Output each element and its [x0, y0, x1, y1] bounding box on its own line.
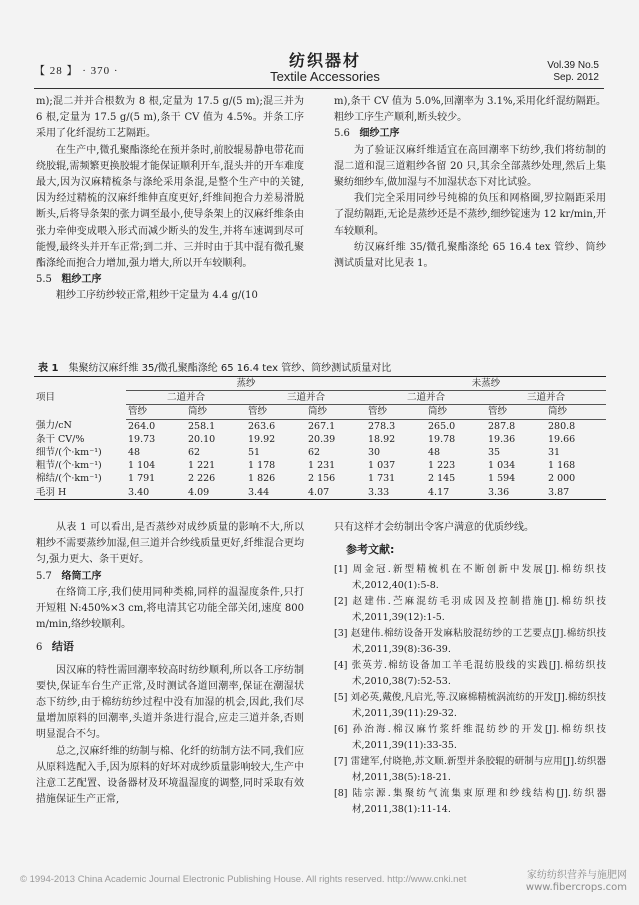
item-header: 项目 — [34, 377, 126, 420]
paragraph: 为了验证汉麻纤维适宜在高回潮率下纺纱,我们将纺制的混二道和混三道粗纱各留 20 只,其余全部蒸纱处理,然后上集聚纺细纱车,做加湿与不加湿状态下对比试验。 — [334, 144, 606, 189]
column-header: 管纱 — [366, 405, 426, 419]
group-unsteamed-header: 未蒸纱 — [366, 377, 606, 391]
reference-item: [4] 张英芳.棉纺设备加工羊毛混纺股线的实践[J].棉纺织技术,2010,38(7):52-53. — [334, 660, 606, 688]
header-rule — [34, 88, 604, 89]
reference-item: [7] 雷建军,付晓艳,苏文顺.新型并条胶辊的研制与应用[J].纺织器材,2011,38(5):18-21. — [334, 756, 606, 784]
subgroup-header: 二道并合 — [366, 391, 486, 405]
left-column-upper — [36, 94, 304, 305]
reference-item: [6] 孙治海.棉汉麻竹浆纤维混纺纱的开发[J].棉纺织技术,2011,39(11):33-35. — [334, 724, 606, 752]
subgroup-header: 三道并合 — [246, 391, 366, 405]
right-column-upper — [334, 94, 606, 272]
journal-title — [265, 48, 385, 84]
reference-item: [1] 周金冠.新型精梳机在不断创新中发展[J].棉纺织技术,2012,40(1):5-8. — [334, 564, 606, 592]
journal-title-cn: 纺织器材 — [288, 51, 361, 70]
issue-info — [547, 60, 599, 84]
section-heading-6: 6 结语 — [36, 640, 74, 654]
section-heading-5-6: 5.6 细纱工序 — [334, 128, 400, 140]
table-row: 强力/cN 264.0 258.1 263.6 267.1 278.3 265.0 287.8 280.8 — [36, 420, 576, 432]
table-row: 毛羽 H 3.40 4.09 3.44 4.07 3.33 4.17 3.36 3.87 — [34, 486, 606, 500]
paragraph: 只有这样才会纺制出令客户满意的优质纱线。 — [334, 522, 534, 533]
right-column-lower — [334, 520, 606, 818]
reference-item: [3] 赵建伟.棉纺设备开发麻粘胶混纺纱的工艺要点[J].棉纺织技术,2011,39(8):36-39. — [334, 628, 606, 656]
issue-date: Sep. 2012 — [553, 72, 599, 83]
paragraph: 粗纱工序纺纱较正常,粗纱干定量为 4.4 g/(10 — [56, 290, 258, 302]
paragraph: 在络筒工序,我们使用同种类棉,同样的温湿度条件,只打开短粗 N:450%×3 cm,将电清其它功能全部关闭,速度 800 m/min,络纱较顺利。 — [36, 586, 304, 631]
references-heading: 参考文献: — [346, 543, 395, 557]
table-row: 粗节/(个·km⁻¹) 1 104 1 221 1 178 1 231 1 037 1 223 1 034 1 168 — [36, 460, 576, 472]
reference-item: [5] 刘必英,戴俊,凡启光,等.汉麻棉精梳涡流纺的开发[J].棉纺织技术,2011,39(11):29-32. — [334, 692, 606, 720]
reference-item: [2] 赵建伟.苎麻混纺毛羽成因及控制措施[J].棉纺织技术,2011,39(12):1-5. — [334, 596, 606, 624]
section-heading-5-7: 5.7 络筒工序 — [36, 570, 102, 582]
watermark-url: www.fibercrops.com — [525, 882, 627, 893]
column-header: 筒纱 — [426, 405, 486, 419]
left-column-lower — [36, 520, 304, 808]
site-watermark — [526, 870, 627, 894]
group-steamed-header: 蒸纱 — [126, 377, 366, 391]
paragraph: 总之,汉麻纤维的纺制与棉、化纤的纺制方法不同,我们应从原料选配入手,因为原料的好坏对成纱质量影响较大,生产中注意工艺配置、设备器材及环境温湿度的调整,同时采取有效措施保证生产正常, — [36, 745, 304, 806]
paragraph: 我们完全采用同纱号纯棉的负压和网格圈,罗拉隔距采用了混纺隔距,无论是蒸纱还是不蒸纱,细纱锭速为 12 kr/min,开车较顺利。 — [334, 193, 606, 237]
column-header: 筒纱 — [546, 405, 606, 419]
table-row: 棉结/(个·km⁻¹) 1 791 2 226 1 826 2 156 1 731 2 145 1 594 2 000 — [36, 473, 576, 485]
quality-comparison-table — [34, 376, 606, 500]
paragraph: 纺汉麻纤维 35/微孔聚酯涤纶 65 16.4 tex 管纱、筒纱测试质量对比见表 1。 — [334, 241, 606, 270]
column-header: 管纱 — [486, 405, 546, 419]
paragraph: m);混二并并合根数为 8 根,定量为 17.5 g/(5 m);混三并为 6 根,定量为 17.5 g/(5 m),条干 CV 值为 4.5%。并条工序采用了化纤混纺工艺隔距。 — [36, 96, 304, 140]
column-header: 筒纱 — [186, 405, 246, 419]
subgroup-header: 二道并合 — [126, 391, 246, 405]
column-header: 筒纱 — [306, 405, 366, 419]
paragraph: 因汉麻的特性需回潮率较高时纺纱顺利,所以各工序纺制要快,保证车台生产正常,及时测试各道回潮率,保证在潮湿状态下纺纱,由于棉纺纺纱过程中没有加湿的机会,因此,我们尽量增加原料的回潮率,头道并条进行混合,应走三道并条,否则明显混合不匀。 — [36, 664, 304, 741]
table-row: 条干 CV/% 19.73 20.10 19.92 20.39 18.92 19.78 19.36 19.66 — [36, 433, 576, 445]
paragraph: 从表 1 可以看出,是否蒸纱对成纱质量的影响不大,所以粗纱不需要蒸纱加湿,但三道并合纱线质量更好,纤维混合更均匀,强力更大、条干更好。 — [36, 522, 304, 566]
column-header: 管纱 — [126, 405, 186, 419]
journal-title-en: Textile Accessories — [270, 69, 380, 84]
section-heading-5-5: 5.5 粗纱工序 — [36, 274, 102, 286]
column-header: 管纱 — [246, 405, 306, 419]
watermark-cn: 家纺纺织营养与施肥网 — [527, 870, 627, 881]
table-row: 细节/(个·km⁻¹) 48 62 51 62 30 48 35 31 — [36, 447, 561, 459]
paragraph: 在生产中,微孔聚酯涤纶在预并条时,前胶辊易静电带花而绕胶辊,需频繁更换胶辊才能保证顺利开车,混头并的开车难度最大,因为汉麻精梳条与涤纶采用条混,是整个生产中的关键,因为经过精梳的汉麻纤维伸直度更好,纤维间抱合力差易滑脱断头,后将导条架的张力调至最小,使导条架上的汉麻纤维条由张力牵伸变成喂入形式而减少断头的发生,并将车速调到尽可能慢,最终头并开车正常;到二并、三并时由于其中混有微孔聚酯涤纶而抱合力增加,强力增大,所以开车较顺利。 — [36, 144, 304, 270]
reference-item: [8] 陆宗源.集聚纺气流集束原理和纱线结构[J].纺织器材,2011,38(1):11-14. — [334, 788, 606, 816]
copyright-footer: © 1994-2013 China Academic Journal Electronic Publishing House. All rights reserved. http://www.cnki.net — [20, 874, 467, 885]
subgroup-header: 三道并合 — [486, 391, 606, 405]
table-caption: 表 1 集聚纺汉麻纤维 35/微孔聚酯涤纶 65 16.4 tex 管纱、筒纱测试质量对比 — [38, 363, 392, 374]
volume-number: Vol.39 No.5 — [547, 60, 599, 71]
page-number: 【 28 】 · 370 · — [34, 65, 119, 77]
paragraph: m),条干 CV 值为 5.0%,回潮率为 3.1%,采用化纤混纺隔距。粗纱工序生产顺利,断头较少。 — [334, 96, 606, 124]
